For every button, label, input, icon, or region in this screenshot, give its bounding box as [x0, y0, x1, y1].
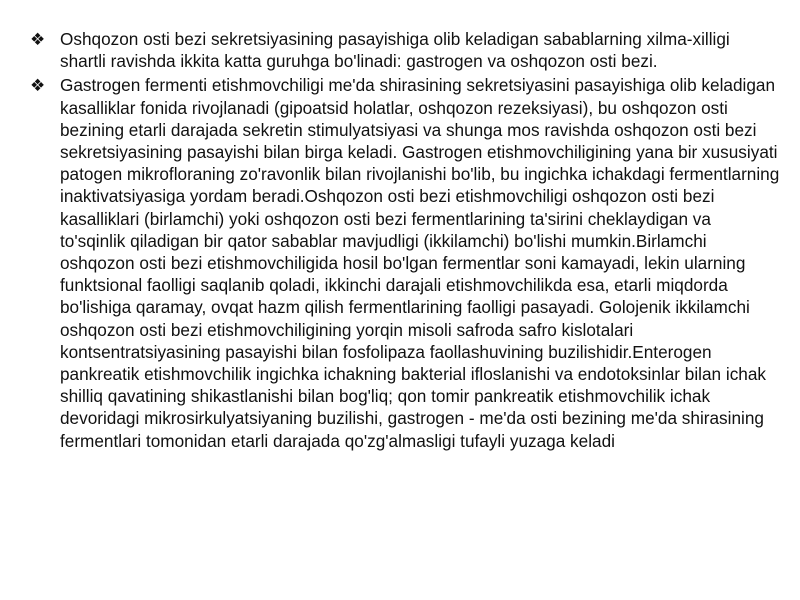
bullet-text: Gastrogen fermenti etishmovchiligi me'da shirasining sekretsiyasini pasayishiga olib keladigan kasalliklar fonida rivojlanadi (gipoatsid holatlar, oshqozon rezeksiyasi), bu oshqozon osti bezining etarli darajada sekretin stimulyatsiyasi va shunga mos ravishda oshqozon osti bezi sekretsiyasining pasayishi bilan birga keladi. Gastrogen etishmovchiligining yana bir xususiyati patogen mikrofloraning zo'ravonlik bilan rivojlanishi bo'lib, bu ingichka ichakdagi fermentlarning inaktivatsiyasiga yordam beradi.Oshqozon osti bezi etishmovchiligi oshqozon osti bezi kasalliklari (birlamchi) yoki oshqozon osti bezi fermentlarining ta'sirini cheklaydigan va to'sqinlik qiladigan bir qator sabablar mavjudligi (ikkilamchi) bo'lishi mumkin.Birlamchi oshqozon osti bezi etishmovchiligida hosil bo'lgan fermentlar soni kamayadi, lekin ularning funktsional faolligi saqlanib qoladi, ikkinchi darajali etishmovchilikda esa, etarli miqdorda bo'lishiga qaramay, ovqat hazm qilish fermentlarining faolligi pasayadi. Golojenik ikkilamchi oshqozon osti bezi etishmovchiligining yorqin misoli safroda safro kislotalari kontsentratsiyasining pasayishi bilan fosfolipaza faollashuvining buzilishidir.Enterogen pankreatik etishmovchilik ingichka ichakning bakterial ifloslanishi va endotoksinlar bilan ichak shilliq qavatining shikastlanishi bilan bog'liq; qon tomir pankreatik etishmovchilik ichak devoridagi mikrosirkulyatsiyaning buzilishi, gastrogen - me'da osti bezining me'da shirasining fermentlari tomonidan etarli darajada qo'zg'almasligi tufayli yuzaga keladi: [60, 75, 780, 451]
diamond-bullet-icon: ❖: [30, 76, 46, 96]
bullet-text: Oshqozon osti bezi sekretsiyasining pasayishiga olib keladigan sabablarning xilma-xilligi shartli ravishda ikkita katta guruhga bo'linadi: gastrogen va oshqozon osti bezi.: [60, 29, 730, 72]
bullet-item: [30, 74, 780, 451]
diamond-bullet-icon: ❖: [30, 30, 46, 49]
bullet-list: [30, 28, 780, 452]
bullet-item: [30, 28, 780, 72]
